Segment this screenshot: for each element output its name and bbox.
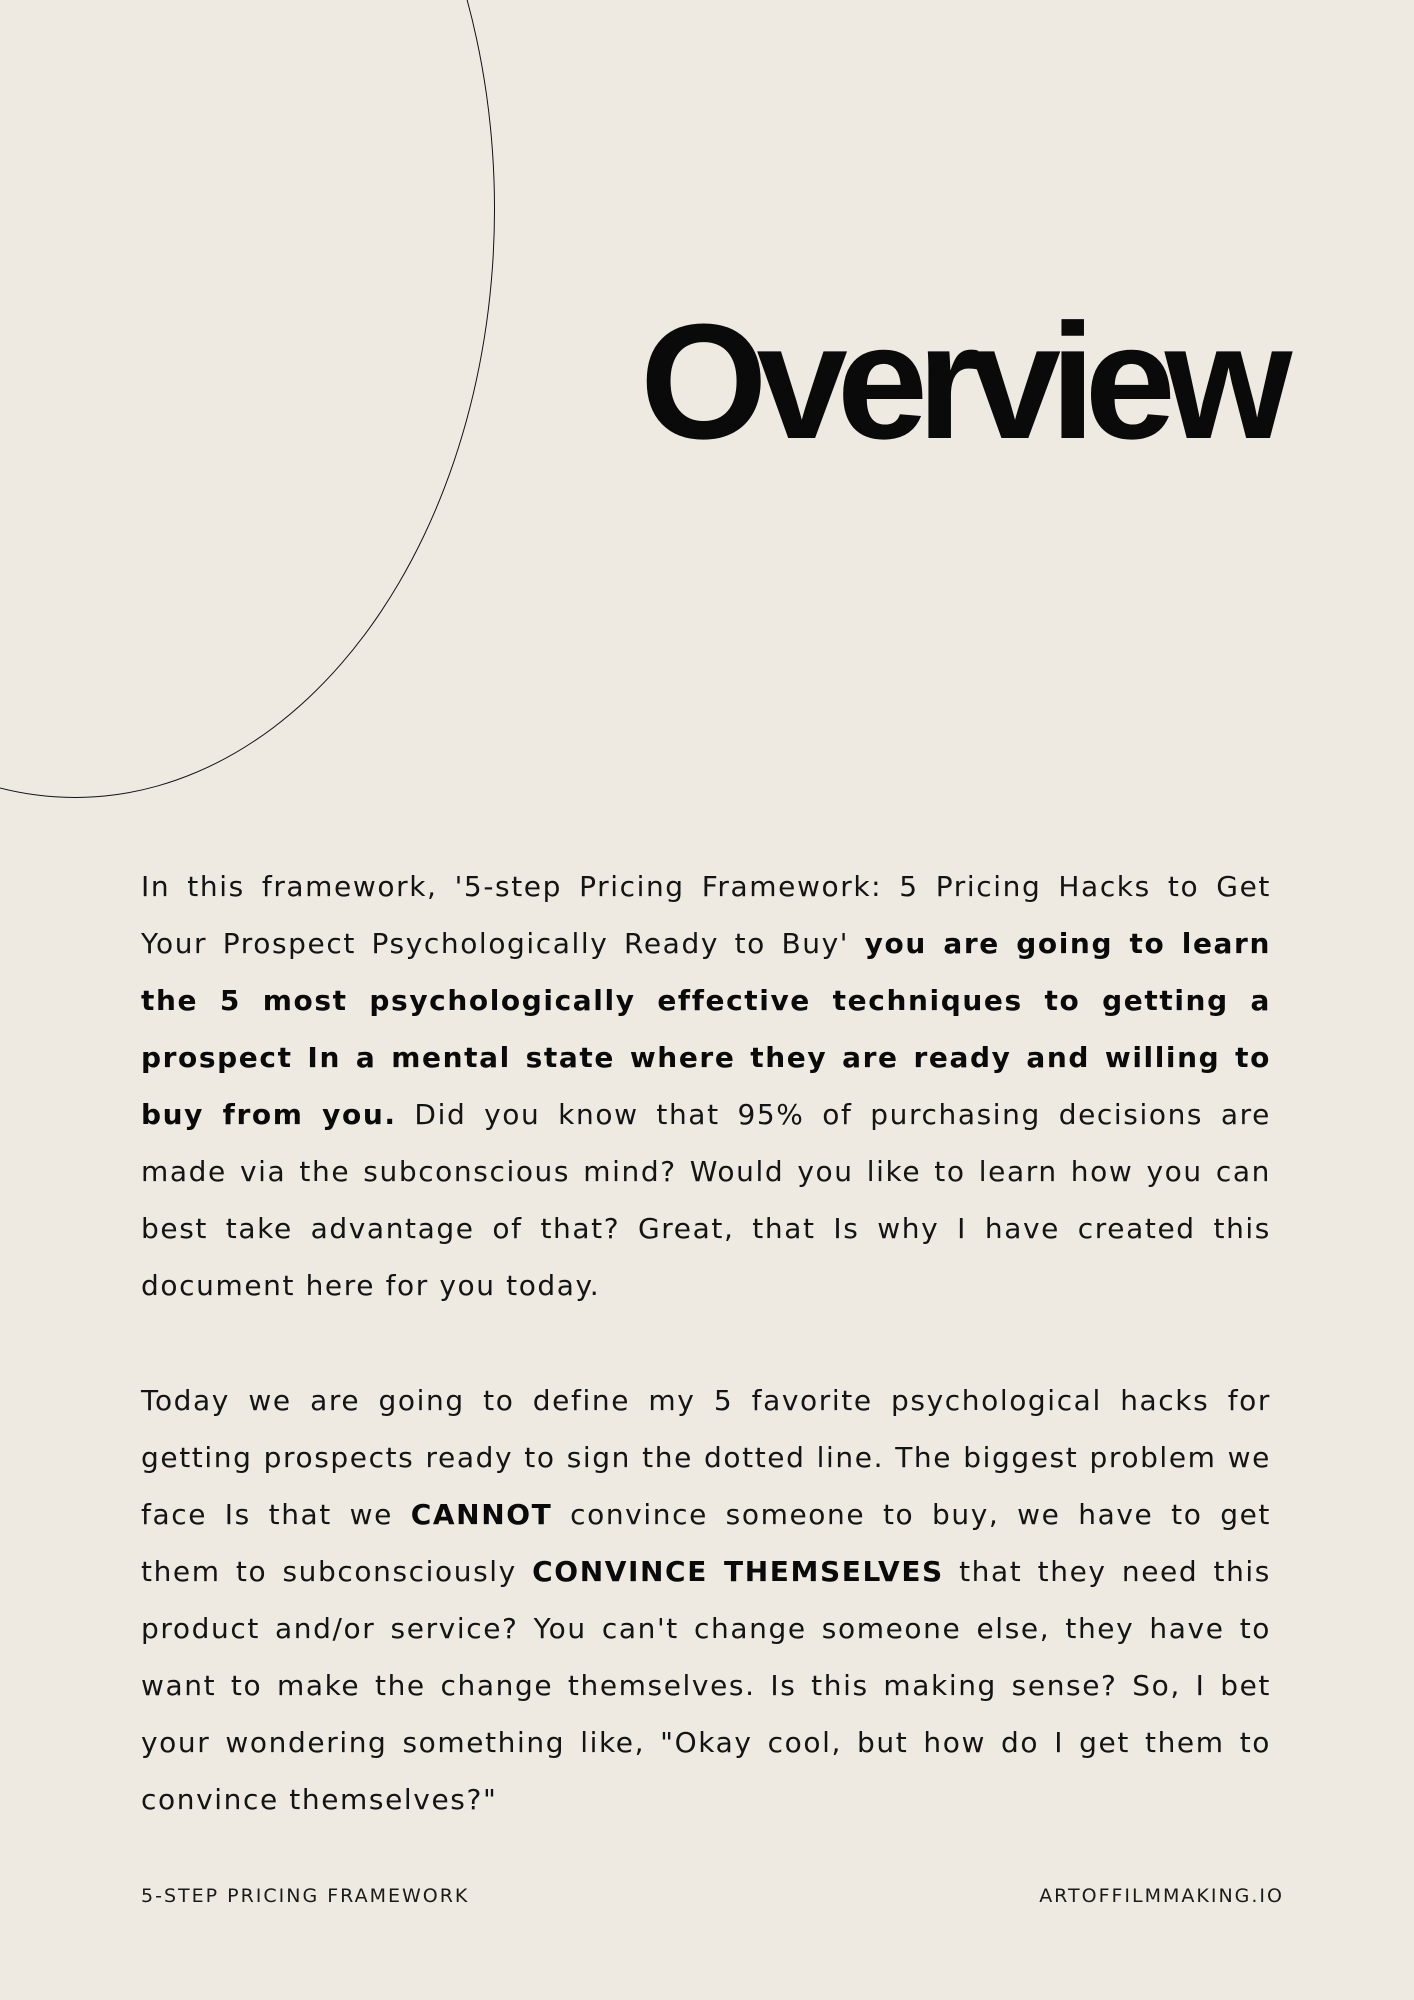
intro-text: In this framework, '5-step Pricing Framework: 5 Pricing Hacks to Get Your Prospect Psychologically Ready to Buy' [141, 870, 1271, 960]
footer-website: ARTOFFILMMAKING.IO [1039, 1885, 1284, 1907]
page-title: Overview [640, 290, 1282, 473]
explanation-text-2: convince someone to buy, we have to get them to subconsciously [141, 1498, 1271, 1588]
decorative-circle [0, 0, 495, 798]
explanation-text-1: Today we are going to define my 5 favorite psychological hacks for getting prospects ready to sign the dotted line. The biggest problem we face Is that we [141, 1384, 1271, 1531]
emphasis-convince-themselves: CONVINCE THEMSELVES [532, 1555, 944, 1588]
footer-document-title: 5-STEP PRICING FRAMEWORK [141, 1885, 470, 1907]
intro-rest-text: Did you know that 95% of purchasing decisions are made via the subconscious mind? Would you like to learn how you can best take advantage of that? Great, that Is why I have created this document here for you today. [141, 1098, 1271, 1302]
explanation-text-3: that they need this product and/or service? You can't change someone else, they have to want to make the change themselves. Is this making sense? So, I bet your wondering something like, "Okay cool, but how do I get them to convince themselves?" [141, 1555, 1271, 1816]
intro-paragraph [141, 858, 1271, 1314]
emphasis-cannot: CANNOT [410, 1498, 553, 1531]
explanation-paragraph [141, 1372, 1271, 1828]
intro-bold-text: you are going to learn the 5 most psychologically effective techniques to getting a prospect In a mental state where they are ready and willing to buy from you. [141, 927, 1271, 1131]
